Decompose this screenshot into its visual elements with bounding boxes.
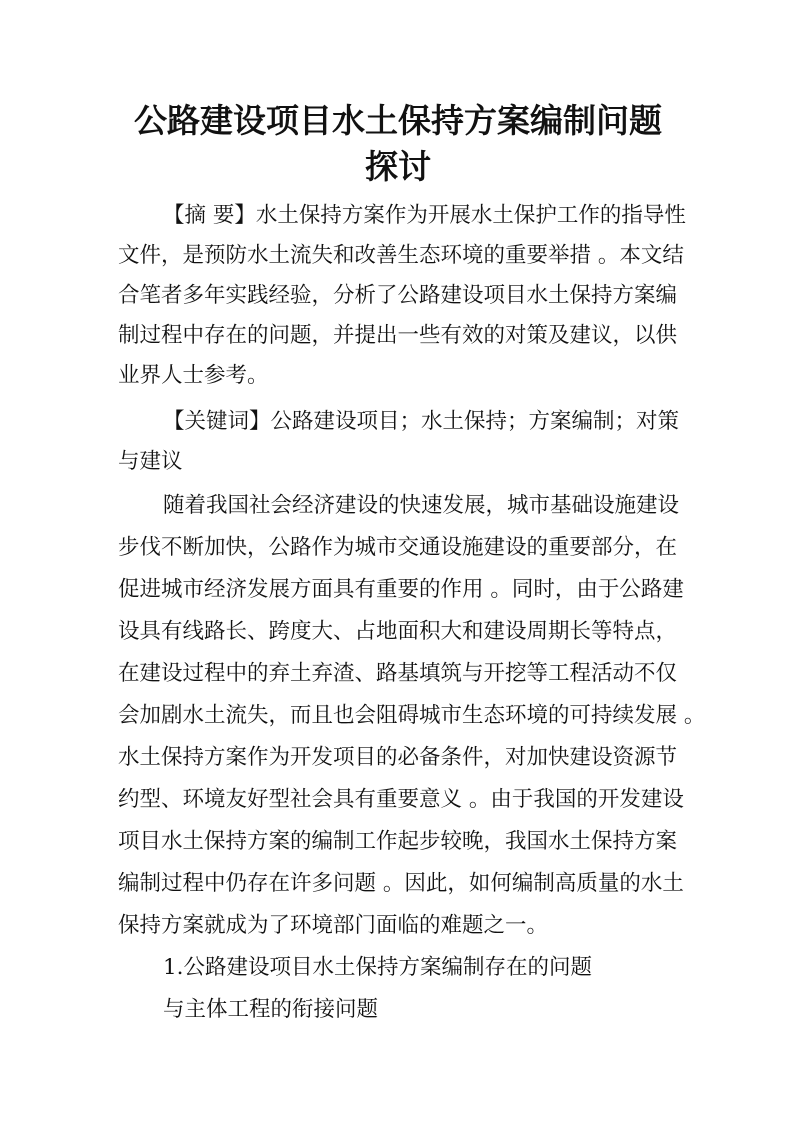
body-line: 水土保持方案作为开发项目的必备条件，对加快建设资源节 [118, 745, 678, 770]
keywords-line: 【关键词】公路建设项目；水土保持；方案编制；对策 [163, 409, 680, 434]
document-title: 公路建设项目水土保持方案编制问题探讨 [134, 101, 662, 186]
body-line: 随着我国社会经济建设的快速发展，城市基础设施建设 [163, 493, 680, 518]
abstract-line: 制过程中存在的问题，并提出一些有效的对策及建议，以供 [118, 323, 678, 348]
body-line: 会加剧水土流失，而且也会阻碍城市生态环境的可持续发展 。 [118, 703, 706, 728]
body-line: 保持方案就成为了环境部门面临的难题之一。 [118, 913, 549, 938]
body-line: 在建设过程中的弃土弃渣、路基填筑与开挖等工程活动不仅 [118, 661, 678, 686]
body-line: 设具有线路长、跨度大、占地面积大和建设周期长等特点， [118, 619, 678, 644]
body-line: 步伐不断加快，公路作为城市交通设施建设的重要部分，在 [118, 535, 678, 560]
body-line: 编制过程中仍存在许多问题 。因此，如何编制高质量的水土 [118, 871, 684, 896]
abstract-line: 文件，是预防水土流失和改善生态环境的重要举措 。本文结 [118, 243, 684, 268]
body-line: 项目水土保持方案的编制工作起步较晚，我国水土保持方案 [118, 829, 678, 854]
subsection-heading: 与主体工程的衔接问题 [163, 997, 379, 1022]
abstract-line: 合笔者多年实践经验，分析了公路建设项目水土保持方案编 [118, 283, 678, 308]
body-line: 约型、环境友好型社会具有重要意义 。由于我国的开发建设 [118, 787, 684, 812]
abstract-line: 【摘 要】水土保持方案作为开展水土保护工作的指导性 [163, 203, 686, 228]
section-heading: 1.公路建设项目水土保持方案编制存在的问题 [163, 955, 593, 980]
body-line: 促进城市经济发展方面具有重要的作用 。同时，由于公路建 [118, 577, 684, 602]
abstract-line: 业界人士参考。 [118, 363, 269, 388]
keywords-line: 与建议 [118, 449, 183, 474]
